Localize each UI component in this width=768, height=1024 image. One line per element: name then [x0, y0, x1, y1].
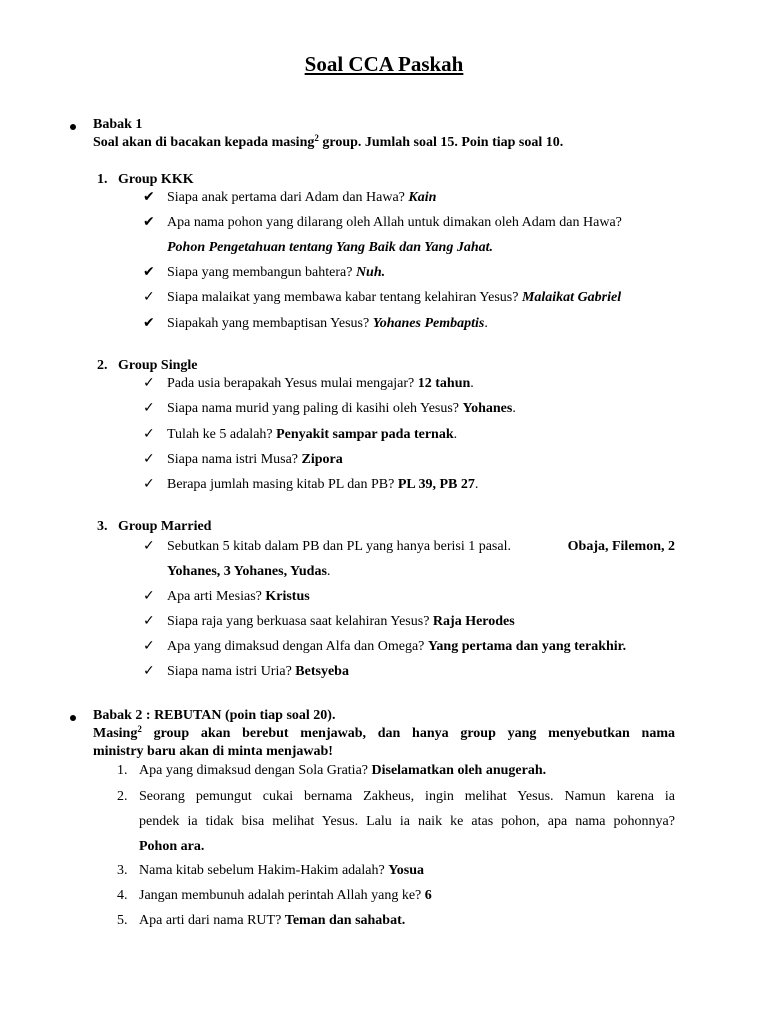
list-item: Apa nama pohon yang dilarang oleh Allah untuk dimakan oleh Adam dan Hawa?: [167, 215, 622, 230]
group-number: 2.: [97, 358, 108, 373]
checkmark-icon: ✔: [143, 189, 155, 205]
group-name: Group Single: [118, 358, 198, 373]
list-item: Nama kitab sebelum Hakim-Hakim adalah? Yosua: [139, 863, 424, 878]
checkmark-icon: ✓: [143, 588, 155, 604]
checkmark-icon: ✓: [143, 638, 155, 654]
list-number: 4.: [117, 888, 128, 903]
list-item: Sebutkan 5 kitab dalam PB dan PL yang hanya berisi 1 pasal. Obaja, Filemon, 2: [167, 539, 675, 554]
list-item: Siapa nama istri Uria? Betsyeba: [167, 664, 349, 679]
checkmark-icon: ✔: [143, 264, 155, 280]
checkmark-icon: ✓: [143, 289, 155, 305]
list-item: Jangan membunuh adalah perintah Allah yang ke? 6: [139, 888, 432, 903]
list-item: Seorang pemungut cukai bernama Zakheus, ingin melihat Yesus. Namun karena ia: [139, 789, 675, 804]
list-number: 3.: [117, 863, 128, 878]
list-item: Pada usia berapakah Yesus mulai mengajar? 12 tahun.: [167, 376, 474, 391]
group-number: 3.: [97, 519, 108, 534]
page-title: Soal CCA Paskah: [304, 52, 464, 76]
list-item: Siapa nama murid yang paling di kasihi oleh Yesus? Yohanes.: [167, 401, 516, 416]
bullet-icon: [70, 124, 76, 130]
babak2-description-line1: Masing$^2$ group akan berebut menjawab, dan hanya group yang menyebutkan nama: [93, 724, 675, 741]
list-item: Apa arti dari nama RUT? Teman dan sahabat.: [139, 913, 406, 928]
list-item: Siapa malaikat yang membawa kabar tentang kelahiran Yesus? Malaikat Gabriel: [167, 290, 622, 305]
list-number: 1.: [117, 763, 128, 778]
babak1-desc-sup: 2: [314, 133, 319, 143]
checkmark-icon: ✔: [143, 315, 155, 331]
group-married-heading: [97, 519, 211, 535]
checkmark-icon: ✓: [143, 663, 155, 679]
babak1-desc-pre: Soal akan di bacakan kepada masing: [93, 135, 315, 150]
checkmark-icon: ✔: [143, 214, 155, 230]
group-single-heading: [97, 358, 198, 374]
group-kkk-heading: [97, 172, 194, 188]
bullet-icon: [70, 715, 76, 721]
checkmark-icon: ✓: [143, 451, 155, 467]
list-item: Apa yang dimaksud dengan Sola Gratia? Diselamatkan oleh anugerah.: [139, 763, 547, 778]
checkmark-icon: ✓: [143, 538, 155, 554]
babak2-heading: Babak 2 : REBUTAN (poin tiap soal 20).: [93, 708, 336, 723]
list-item: Siapa nama istri Musa? Zipora: [167, 452, 343, 467]
list-item: Siapa raja yang berkuasa saat kelahiran Yesus? Raja Herodes: [167, 614, 515, 629]
babak1-description: [93, 135, 563, 151]
babak1-desc-post: group. Jumlah soal 15. Poin tiap soal 10.: [318, 135, 564, 150]
group-number: 1.: [97, 172, 108, 187]
babak1-heading: Babak 1: [93, 117, 143, 132]
list-item-answer: Pohon Pengetahuan tentang Yang Baik dan Yang Jahat.: [167, 240, 493, 255]
list-item: Apa arti Mesias? Kristus: [167, 589, 310, 604]
checkmark-icon: ✓: [143, 400, 155, 416]
checkmark-icon: ✓: [143, 613, 155, 629]
list-item: Siapa yang membangun bahtera? Nuh.: [167, 265, 386, 280]
checkmark-icon: ✓: [143, 476, 155, 492]
list-number: 2.: [117, 789, 128, 804]
babak2-description-line2: ministry baru akan di minta menjawab!: [93, 744, 333, 759]
list-item: Apa yang dimaksud dengan Alfa dan Omega? Yang pertama dan yang terakhir.: [167, 639, 627, 654]
checkmark-icon: ✓: [143, 426, 155, 442]
checkmark-icon: ✓: [143, 375, 155, 391]
list-item-answer: Pohon ara.: [139, 839, 205, 854]
list-number: 5.: [117, 913, 128, 928]
list-item: Siapa anak pertama dari Adam dan Hawa? Kain: [167, 190, 437, 205]
list-item-continuation: Yohanes, 3 Yohanes, Yudas.: [167, 564, 331, 579]
group-name: Group KKK: [118, 172, 194, 187]
list-item-continuation: pendek ia tidak bisa melihat Yesus. Lalu ia naik ke atas pohon, apa nama pohonnya?: [139, 814, 675, 829]
list-item: Siapakah yang membaptisan Yesus? Yohanes Pembaptis.: [167, 316, 488, 331]
list-item: Tulah ke 5 adalah? Penyakit sampar pada ternak.: [167, 427, 458, 442]
list-item: Berapa jumlah masing kitab PL dan PB? PL 39, PB 27.: [167, 477, 479, 492]
group-name: Group Married: [118, 519, 212, 534]
